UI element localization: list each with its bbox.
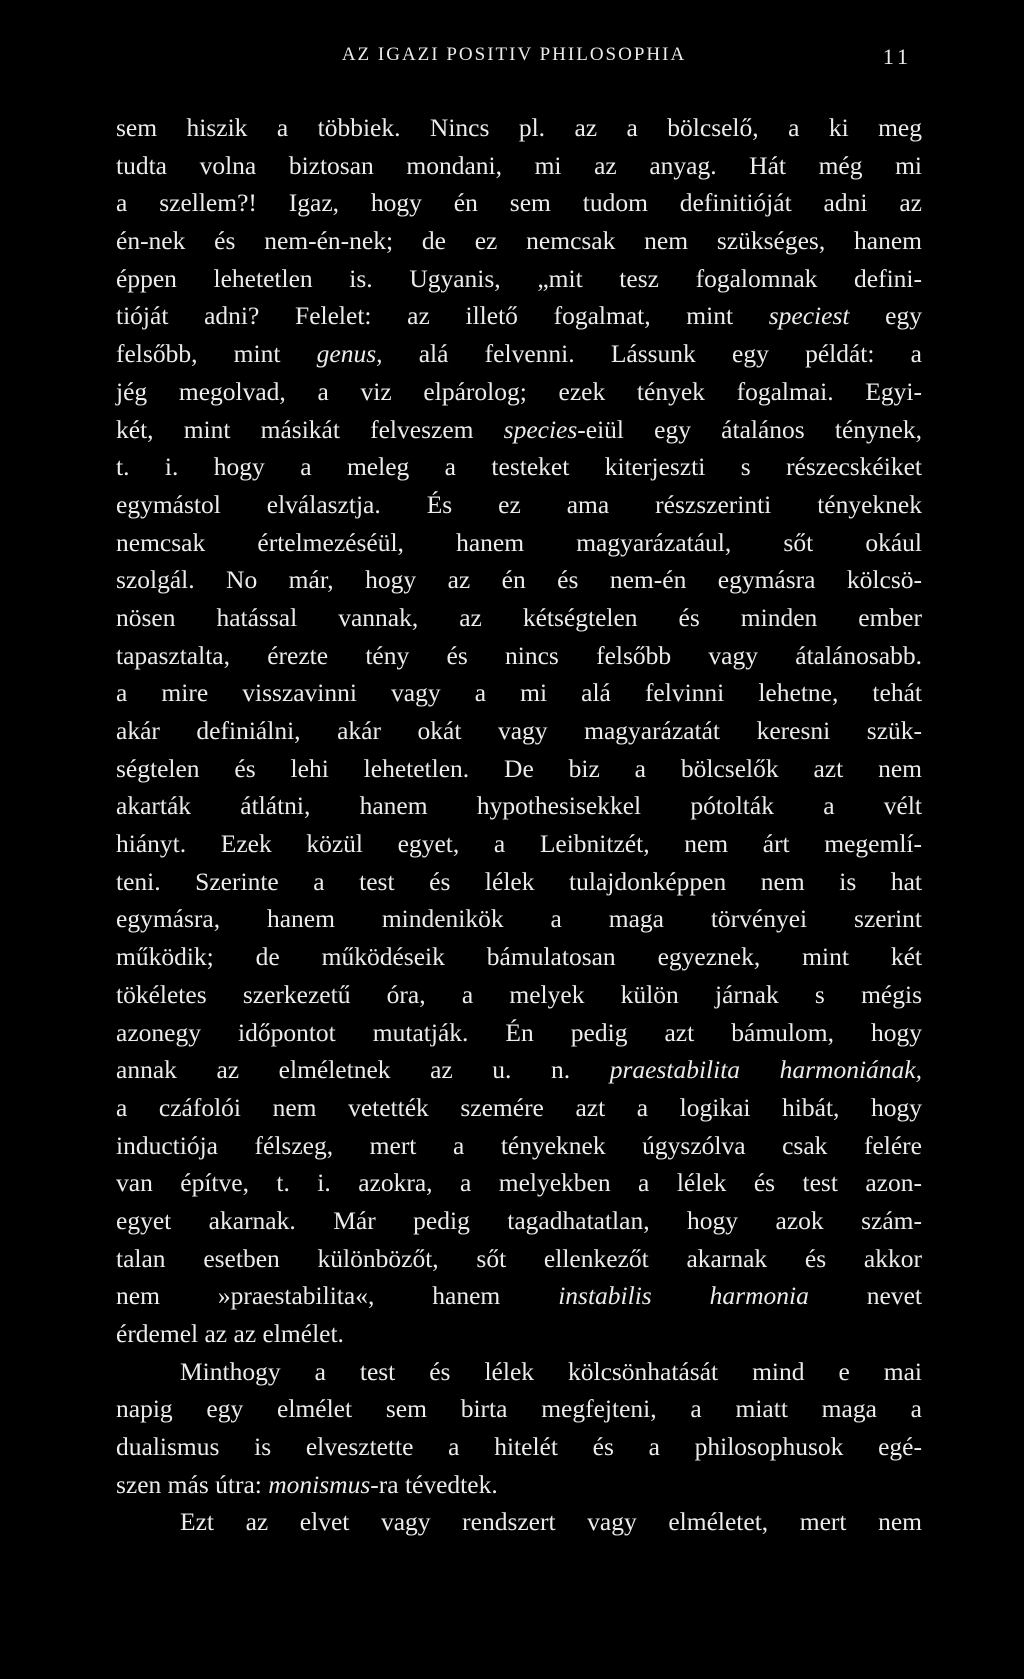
text-line: [116, 109, 922, 147]
italic-term: genus,: [316, 339, 383, 369]
text-line: [116, 787, 922, 825]
text-run: alá felvenni. Lássunk egy példát: a: [382, 339, 922, 369]
text-line: [116, 938, 922, 976]
italic-term: praestabilita harmoniának,: [609, 1055, 922, 1085]
text-line: [116, 297, 922, 335]
text-line: [116, 222, 922, 260]
text-run: sem hiszik a többiek. Nincs pl. az a bölcselő, a ki meg: [116, 113, 922, 142]
text-line: [116, 1240, 922, 1278]
text-line: [116, 335, 922, 373]
italic-term: species: [503, 414, 578, 444]
text-run: én-nek és nem-én-nek; de ez nemcsak nem szükséges, hanem: [116, 226, 922, 256]
italic-term: speciest: [768, 301, 850, 331]
text-run: tudta volna biztosan mondani, mi az anyag. Hát még mi: [116, 150, 922, 180]
text-line: [116, 1390, 922, 1428]
text-line: [116, 976, 922, 1014]
text-line: [116, 147, 922, 185]
text-run: napig egy elmélet sem birta megfejteni, a miatt maga a: [116, 1394, 922, 1424]
text-line: [116, 1127, 922, 1165]
text-run: egy: [849, 301, 922, 331]
text-run: akarták átlátni, hanem hypothesisekkel pótolták a vélt: [116, 791, 922, 821]
text-run: tapasztalta, érezte tény és nincs felsőbb vagy átalánosabb.: [116, 640, 922, 670]
text-run: talan esetben különbözőt, sőt ellenkezőt akarnak és akkor: [116, 1243, 922, 1273]
text-run: a czáfolói nem vetették szemére azt a logikai hibát, hogy: [116, 1092, 922, 1122]
running-title: AZ IGAZI POSITIV PHILOSOPHIA: [341, 44, 687, 65]
text-line: [116, 184, 922, 222]
text-line: [116, 373, 922, 411]
text-run: a szellem?! Igaz, hogy én sem tudom definitióját adni az: [116, 188, 922, 218]
text-run: nem »praestabilita«, hanem: [116, 1281, 559, 1311]
text-run: tióját adni? Felelet: az illető fogalmat, mint: [116, 301, 769, 331]
text-line: [116, 260, 922, 298]
text-run: felsőbb, mint: [116, 339, 317, 369]
text-line: [116, 1428, 922, 1466]
text-run: egymástol elválasztja. És ez ama részszerinti tényeknek: [116, 489, 922, 519]
text-line: [116, 1353, 922, 1391]
text-line: [116, 674, 922, 712]
text-run: szolgál. No már, hogy az én és nem-én egymásra kölcsö-: [116, 565, 922, 595]
text-line: [116, 1014, 922, 1052]
text-run: inductiója félszeg, mert a tényeknek úgyszólva csak felére: [116, 1130, 922, 1160]
text-run: nösen hatással vannak, az kétségtelen és minden ember: [116, 602, 922, 632]
text-line: [116, 1315, 922, 1353]
text-run: akár definiálni, akár okát vagy magyarázatát keresni szük-: [116, 716, 922, 745]
text-line: [116, 1503, 922, 1541]
text-run: nevet: [808, 1281, 922, 1311]
text-line: [116, 712, 922, 750]
text-run: azonegy időpontot mutatják. Én pedig azt bámulom, hogy: [116, 1017, 922, 1047]
text-run: -ra tévedtek.: [370, 1469, 498, 1499]
text-line: [116, 599, 922, 637]
text-line: [116, 637, 922, 675]
text-line: [116, 825, 922, 863]
text-run: szen más útra:: [116, 1469, 269, 1499]
text-run: működik; de működéseik bámulatosan egyeznek, mint két: [116, 942, 922, 972]
italic-term: instabilis harmonia: [558, 1281, 809, 1311]
text-run: t. i. hogy a meleg a testeket kiterjeszti s részecskéiket: [116, 452, 922, 482]
text-run: Ezt az elvet vagy rendszert vagy elméletet, mert nem: [180, 1507, 922, 1537]
text-line: [116, 524, 922, 562]
text-run: éppen lehetetlen is. Ugyanis, „mit tesz fogalomnak defini-: [116, 263, 922, 293]
text-line: [116, 900, 922, 938]
text-run: ségtelen és lehi lehetetlen. De biz a bölcselők azt nem: [116, 753, 922, 783]
running-head: [116, 44, 912, 74]
text-run: teni. Szerinte a test és lélek tulajdonképpen nem is hat: [116, 866, 922, 896]
text-run: Minthogy a test és lélek kölcsönhatását mind e mai: [180, 1356, 922, 1386]
text-run: hiányt. Ezek közül egyet, a Leibnitzét, nem árt megemlí-: [116, 829, 922, 859]
text-run: nemcsak értelmezéséül, hanem magyarázatául, sőt okául: [116, 527, 922, 557]
body-text: [116, 109, 922, 1541]
text-line: [116, 448, 922, 486]
text-line: [116, 1164, 922, 1202]
text-run: annak az elméletnek az u. n.: [116, 1055, 610, 1085]
text-line: [116, 1202, 922, 1240]
text-run: érdemel az az elmélet.: [116, 1319, 344, 1348]
text-line: [116, 1277, 922, 1315]
text-line: [116, 1051, 922, 1089]
text-run: két, mint másikát felveszem: [116, 414, 504, 444]
text-line: [116, 750, 922, 788]
text-line: [116, 1466, 922, 1504]
text-line: [116, 1089, 922, 1127]
text-run: egymásra, hanem mindenikök a maga törvényei szerint: [116, 904, 922, 934]
italic-term: monismus: [268, 1469, 371, 1499]
text-run: tökéletes szerkezetű óra, a melyek külön járnak s mégis: [116, 979, 922, 1009]
text-run: -eiül egy átalános ténynek,: [577, 414, 922, 444]
text-line: [116, 411, 922, 449]
text-run: a mire visszavinni vagy a mi alá felvinni lehetne, tehát: [116, 678, 922, 708]
text-line: [116, 863, 922, 901]
text-run: jég megolvad, a viz elpárolog; ezek tények fogalmai. Egyi-: [116, 376, 922, 406]
text-run: van építve, t. i. azokra, a melyekben a lélek és test azon-: [116, 1168, 922, 1198]
page-number: 11: [882, 44, 912, 69]
text-run: egyet akarnak. Már pedig tagadhatatlan, hogy azok szám-: [116, 1205, 922, 1235]
text-line: [116, 486, 922, 524]
text-line: [116, 561, 922, 599]
text-run: dualismus is elvesztette a hitelét és a philosophusok egé-: [116, 1432, 922, 1462]
